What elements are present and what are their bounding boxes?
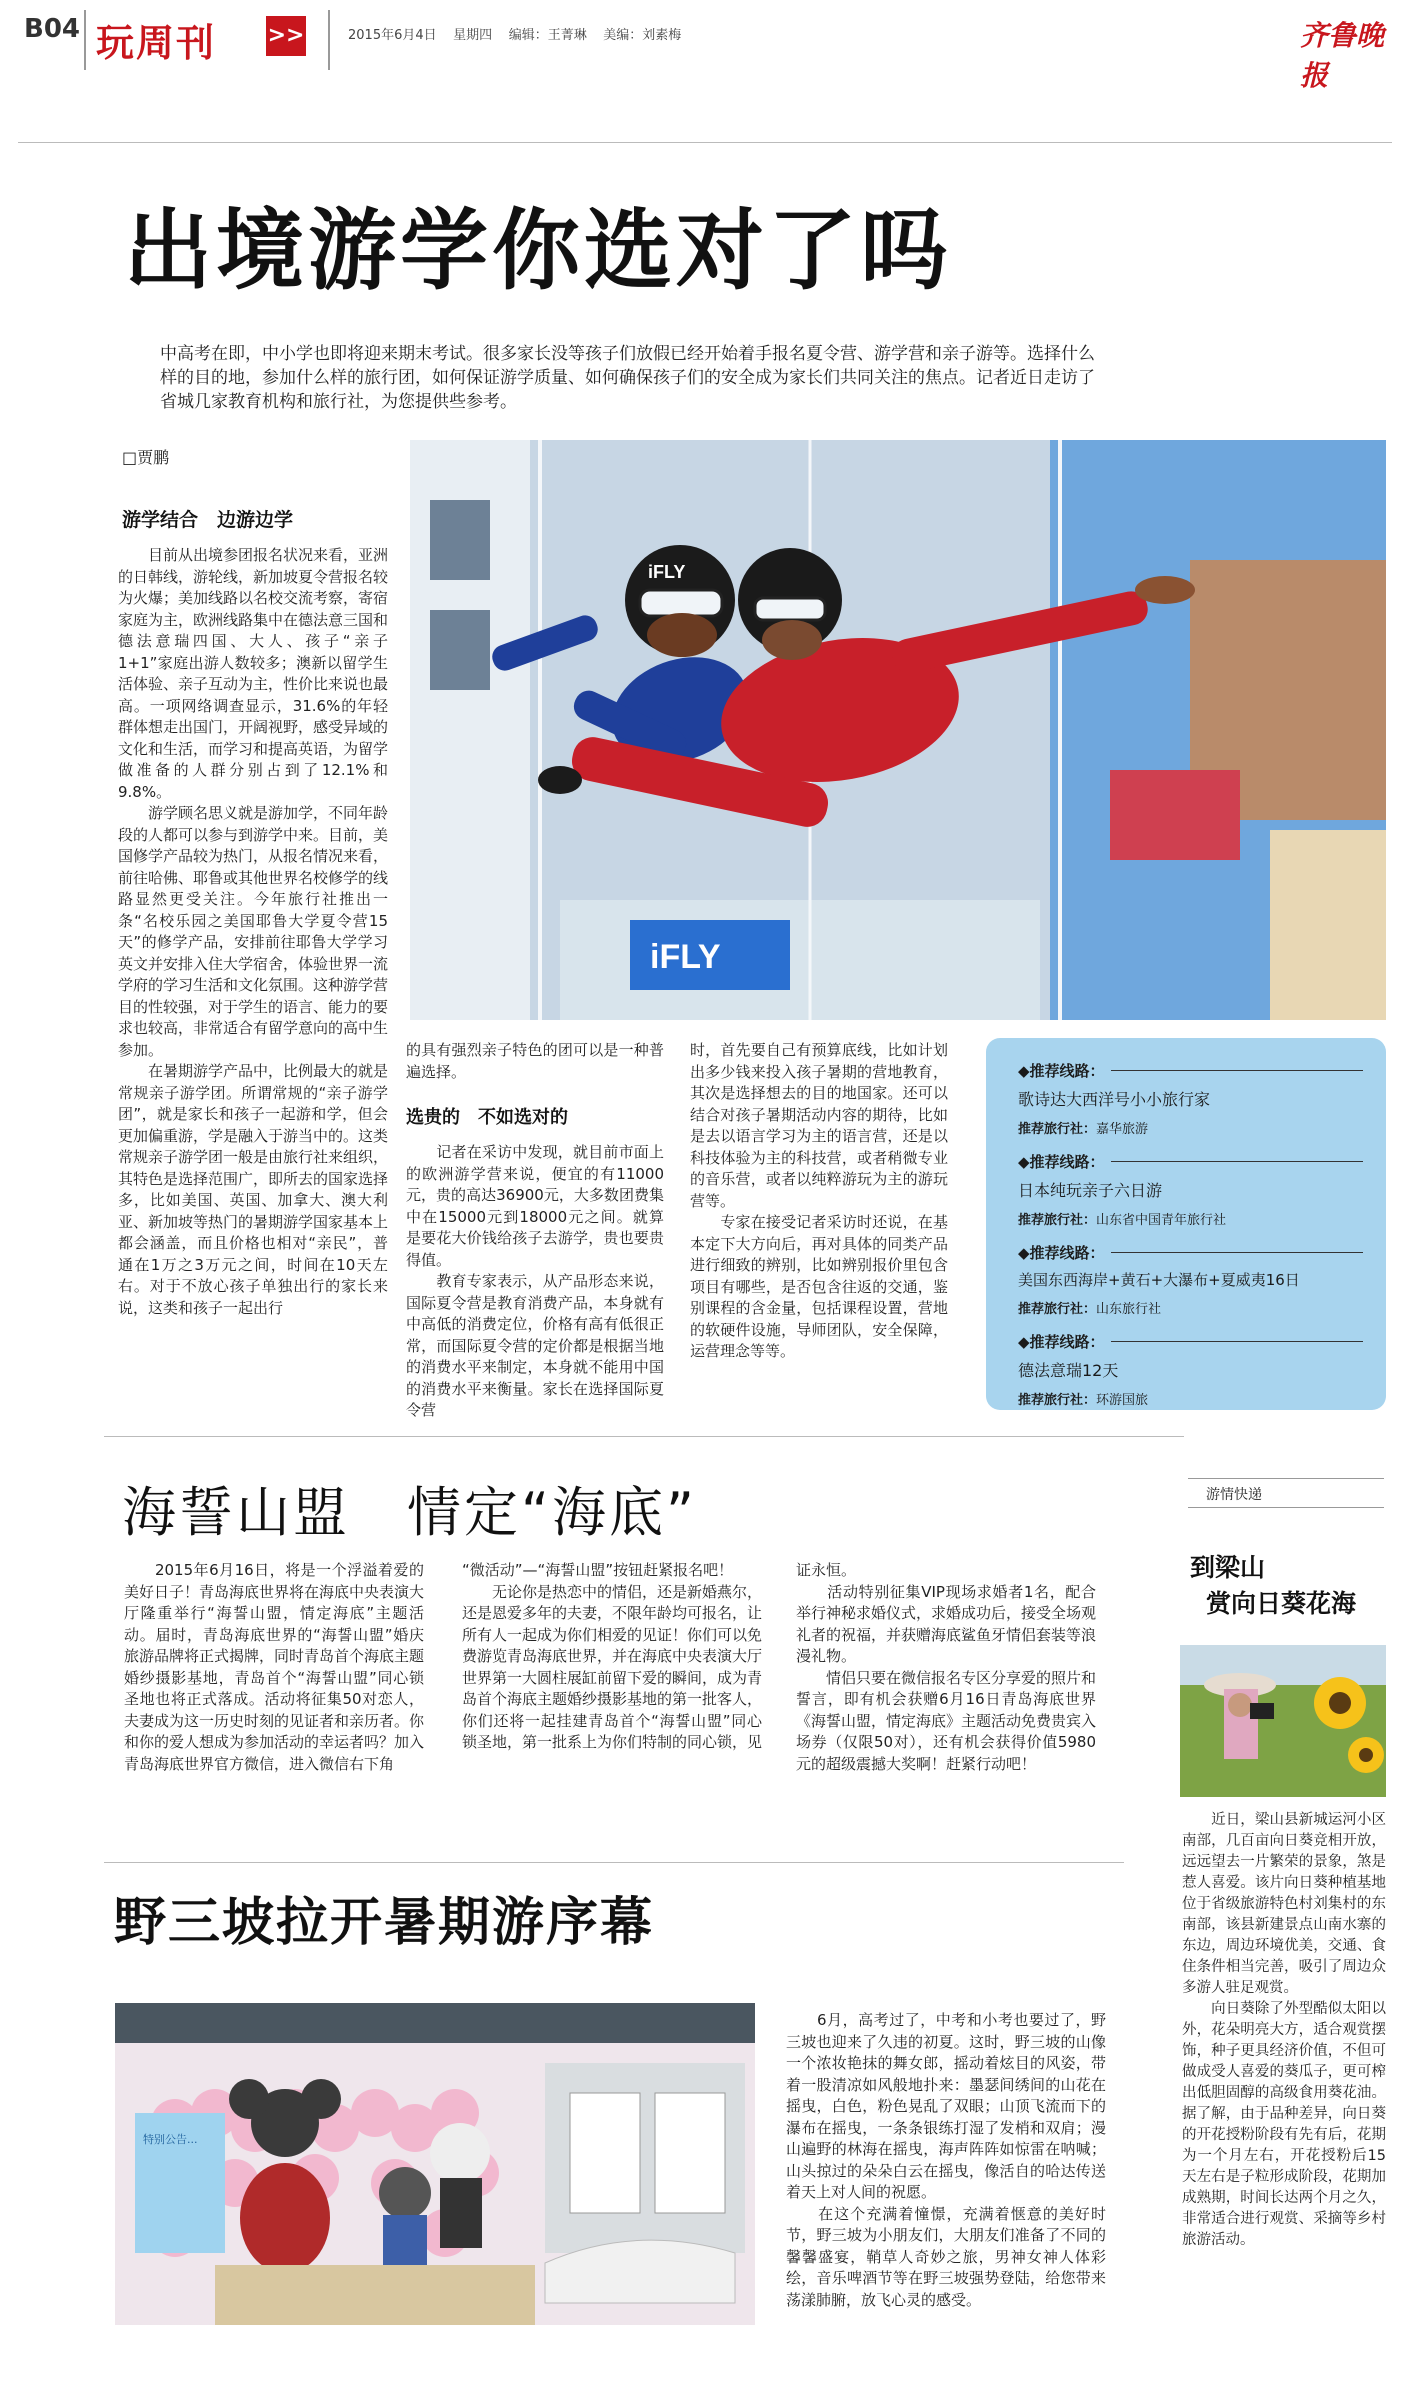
side-tag: [1188, 1478, 1384, 1508]
article1-title: 出境游学你选对了吗: [124, 199, 953, 302]
newspaper-logo: 齐鲁晚报: [1300, 19, 1385, 92]
header-divider-2: [328, 10, 330, 70]
article2-col1: 2015年6月16日，将是一个浮溢着爱的美好日子！青岛海底世界将在海底中央表演大厅隆重举行“海誓山盟，情定海底”主题活动。届时，青岛海底世界的“海誓山盟”婚庆旅游品牌将正式揭牌，同时青岛首个海底主题婚纱摄影基地，青岛首个“海誓山盟”同心锁圣地也将正式落成。活动将征集50对恋人，夫妻成为这一历史时刻的见证者和亲历者。你和你的爱人想成为参加活动的幸运者吗？加入青岛海底世界官方微信，进入微信右下角: [124, 1561, 425, 1773]
route-divider: [1111, 1341, 1363, 1342]
byline: □贾鹏: [122, 448, 170, 467]
issue-designer: 美编：刘素梅: [603, 28, 682, 43]
section-rule-2: [104, 1862, 1124, 1863]
agency-label: 推荐旅行社：: [1018, 1213, 1097, 1228]
side-title-2: 赏向日葵花海: [1206, 1589, 1357, 1618]
agency-label: 推荐旅行社：: [1018, 1302, 1097, 1317]
issue-editor: 编辑：王菁琳: [508, 28, 587, 43]
route-label: ◆推荐线路：: [1018, 1333, 1105, 1351]
article2-title: 海誓山盟 情定“海底”: [122, 1481, 697, 1544]
section-title: 玩周刊: [96, 21, 217, 65]
subheading-1: 游学结合 边游边学: [122, 509, 294, 531]
side-title-1: 到梁山: [1190, 1553, 1266, 1582]
sunflower-illustration: [1180, 1645, 1386, 1797]
route-label: ◆推荐线路：: [1018, 1153, 1105, 1171]
route-item: [1018, 1242, 1363, 1317]
chevron-icon: >>: [266, 16, 306, 56]
article3-text: 6月，高考过了，中考和小考也要过了，野三坡也迎来了久违的初夏。这时，野三坡的山像一个浓妆艳抹的舞女郎，摇动着炫目的风姿，带着一股清凉如风般地扑来：墨瑟间绣间的山花在摇曳，白色，粉色晃乱了双眼；山顶飞流而下的瀑布在摇曳，一条条银练打湿了发梢和双肩；漫山遍野的林海在摇曳，海声阵阵如惊雷在呐喊；山头掠过的朵朵白云在摇曳，像活自的哈达传送着天上对人间的祝愿。 在这个充满着憧憬，充满着惬意的美好时节，野三坡为小朋友们，大朋友们准备了不同的馨馨盛宴，鞘草人奇妙之旅，男神女神人体彩绘，音乐啤酒节等在野三坡强势登陆，给您带来荡漾肺腑，放飞心灵的感受。: [786, 2011, 1106, 2309]
issue-weekday: 星期四: [453, 28, 493, 43]
route-name: 歌诗达大西洋号小小旅行家: [1018, 1090, 1211, 1109]
article3-title: 野三坡拉开暑期游序幕: [114, 1893, 655, 1953]
route-name: 德法意瑞12天: [1018, 1361, 1119, 1380]
agency-name: 山东旅行社: [1096, 1302, 1162, 1317]
article1-col2b: 记者在采访中发现，就目前市面上的欧洲游学营来说，便宜的有11000元，贵的高达36900元，大多数团费集中在15000元到18000元之间。就算是要花大价钱给孩子去游学，贵也要贵得值。 教育专家表示，从产品形态来说，国际夏令营是教育消费产品，本身就有中高低的消费定位，价格有高有低很正常，而国际夏令营的定价都是根据当地的消费水平来制定，本身就不能用中国的消费水平来衡量。家长在选择国际夏令营: [406, 1143, 664, 1419]
route-divider: [1111, 1161, 1363, 1162]
route-divider: [1111, 1070, 1363, 1071]
ifly-sign: iFLY: [650, 938, 721, 976]
agency-name: 山东省中国青年旅行社: [1096, 1213, 1227, 1228]
issue-date: 2015年6月4日: [348, 28, 437, 43]
poster-text: 特别公告...: [143, 2133, 198, 2146]
header-divider: [84, 10, 86, 70]
route-name: 美国东西海岸+黄石+大瀑布+夏威夷16日: [1018, 1271, 1300, 1289]
agency-name: 嘉华旅游: [1096, 1122, 1149, 1137]
helmet-logo: iFLY: [648, 562, 686, 582]
agency-name: 环游国旅: [1096, 1393, 1149, 1408]
wax-figure-illustration: [115, 2003, 755, 2325]
header-rule: [18, 142, 1392, 143]
article1-col1: 目前从出境参团报名状况来看，亚洲的日韩线，游轮线，新加坡夏令营报名较为火爆；美加线路以名校交流考察，寄宿家庭为主，欧洲线路集中在德法意三国和德法意瑞四国、大人、孩子“亲子1+1”家庭出游人数较多；澳新以留学生活体验、亲子互动为主，性价比来说也最高。一项网络调查显示，31.6%的年轻群体想走出国门，开阔视野，感受异域的文化和生活，而学习和提高英语，为留学做准备的人群分别占到了12.1%和9.8%。 游学顾名思义就是游加学，不同年龄段的人都可以参与到游学中来。目前，美国修学产品较为热门，从报名情况来看，前往哈佛、耶鲁或其他世界名校修学的线路显然更受关注。今年旅行社推出一条“名校乐园之美国耶鲁大学夏令营15天”的修学产品，安排前往耶鲁大学学习英文并安排入住大学宿舍，体验世界一流学府的学习生活和文化氛围。这种游学营目的性较强，对于学生的语言、能力的要求也较高，非常适合有留学意向的高中生参加。 在暑期游学产品中，比例最大的就是常规亲子游学团。所谓常规的“亲子游学团”，就是家长和孩子一起游和学，但会更加偏重游，学是融入于游当中的。这类常规亲子游学团一般是由旅行社来组织，其特色是选择范围广，即所去的国家选择多，比如美国、英国、加拿大、澳大利亚、新加坡等热门的暑期游学国家基本上都会涵盖，而且价格也相对“亲民”，普通在1万之3万元之间，时间在10天左右。对于不放心孩子单独出行的家长来说，这类和孩子一起出行: [118, 546, 388, 1317]
section-rule-1: [104, 1436, 1184, 1437]
wax-figure-photo: [115, 2003, 755, 2325]
route-name: 日本纯玩亲子六日游: [1018, 1181, 1163, 1200]
page-number: B04: [24, 14, 80, 44]
route-list: [1018, 1060, 1363, 1408]
article1-col2: 的具有强烈亲子特色的团可以是一种普遍选择。: [406, 1041, 664, 1081]
skydiving-photo: [410, 440, 1386, 1020]
agency-label: 推荐旅行社：: [1018, 1122, 1097, 1137]
subheading-2: 选贵的 不如选对的: [406, 1107, 568, 1128]
sunflower-photo: [1180, 1645, 1386, 1797]
route-item: [1018, 1151, 1363, 1228]
side-text: 近日，梁山县新城运河小区南部，几百亩向日葵竞相开放，远远望去一片繁荣的景象，煞是惹人喜爱。该片向日葵种植基地位于省级旅游特色村刘集村的东南部，该县新建景点山南水寨的东边，周边环境优美，交通、食住条件相当完善，吸引了周边众多游人驻足观赏。 向日葵除了外型酷似太阳以外，花朵明亮大方，适合观赏摆饰，种子更具经济价值，不但可做成受人喜爱的葵瓜子，更可榨出低胆固醇的高级食用葵花油。据了解，由于品种差异，向日葵的开花授粉阶段有先有后，花期为一个月左右，开花授粉后15天左右是子粒形成阶段，花期加成熟期，时间长达两个月之久，非常适合进行观赏、采摘等乡村旅游活动。: [1182, 1812, 1386, 2248]
agency-label: 推荐旅行社：: [1018, 1393, 1097, 1408]
article1-lead: 中高考在即，中小学也即将迎来期末考试。很多家长没等孩子们放假已经开始着手报名夏令营、游学营和亲子游等。选择什么样的目的地，参加什么样的旅行团，如何保证游学质量、如何确保孩子们的安全成为家长们共同关注的焦点。记者近日走访了省城几家教育机构和旅行社，为您提供些参考。: [160, 344, 1095, 412]
side-tag-label: 游情快递: [1206, 1484, 1262, 1504]
skydiving-illustration: [410, 440, 1386, 1020]
route-label: ◆推荐线路：: [1018, 1244, 1105, 1262]
route-label: ◆推荐线路：: [1018, 1062, 1105, 1080]
route-divider: [1111, 1252, 1363, 1253]
route-item: [1018, 1060, 1363, 1137]
issue-info: [348, 24, 681, 43]
route-item: [1018, 1331, 1363, 1408]
article2-col3: 证永恒。 活动特别征集VIP现场求婚者1名，配合举行神秘求婚仪式，求婚成功后，接受全场观礼者的祝福，并获赠海底鲨鱼牙情侣套装等浪漫礼物。 情侣只要在微信报名专区分享爱的照片和誓言，即有机会获赠6月16日青岛海底世界《海誓山盟，情定海底》主题活动免费贵宾入场券（仅限50对），还有机会获得价值5980元的超级震撼大奖啊！赶紧行动吧！: [796, 1561, 1097, 1773]
article1-col3: 时，首先要自己有预算底线，比如计划出多少钱来投入孩子暑期的营地教育，其次是选择想去的目的地国家。还可以结合对孩子暑期活动内容的期待，比如是去以语言学习为主的语言营，还是以科技体验为主的科技营，或者稍微专业的音乐营，或者以纯粹游玩为主的游玩营等。 专家在接受记者采访时还说，在基本定下大方向后，再对具体的同类产品进行细致的辨别，比如辨别报价里包含项目有哪些，是否包含往返的交通，鉴别课程的含金量，包括课程设置，营地的软硬件设施，导师团队，安全保障，运营理念等等。: [690, 1041, 948, 1360]
article2-col2: “微活动”—“海誓山盟”按钮赶紧报名吧！ 无论你是热恋中的情侣，还是新婚燕尔，还是恩爱多年的夫妻，不限年龄均可报名，让所有人一起成为你们相爱的见证！你们可以免费游览青岛海底世界，并在海底中央表演大厅世界第一大圆柱展缸前留下爱的瞬间，成为青岛首个海底主题婚纱摄影基地的第一批客人，你们还将一起挂建青岛首个“海誓山盟”同心锁圣地，第一批系上为你们特制的同心锁，见: [462, 1561, 763, 1751]
